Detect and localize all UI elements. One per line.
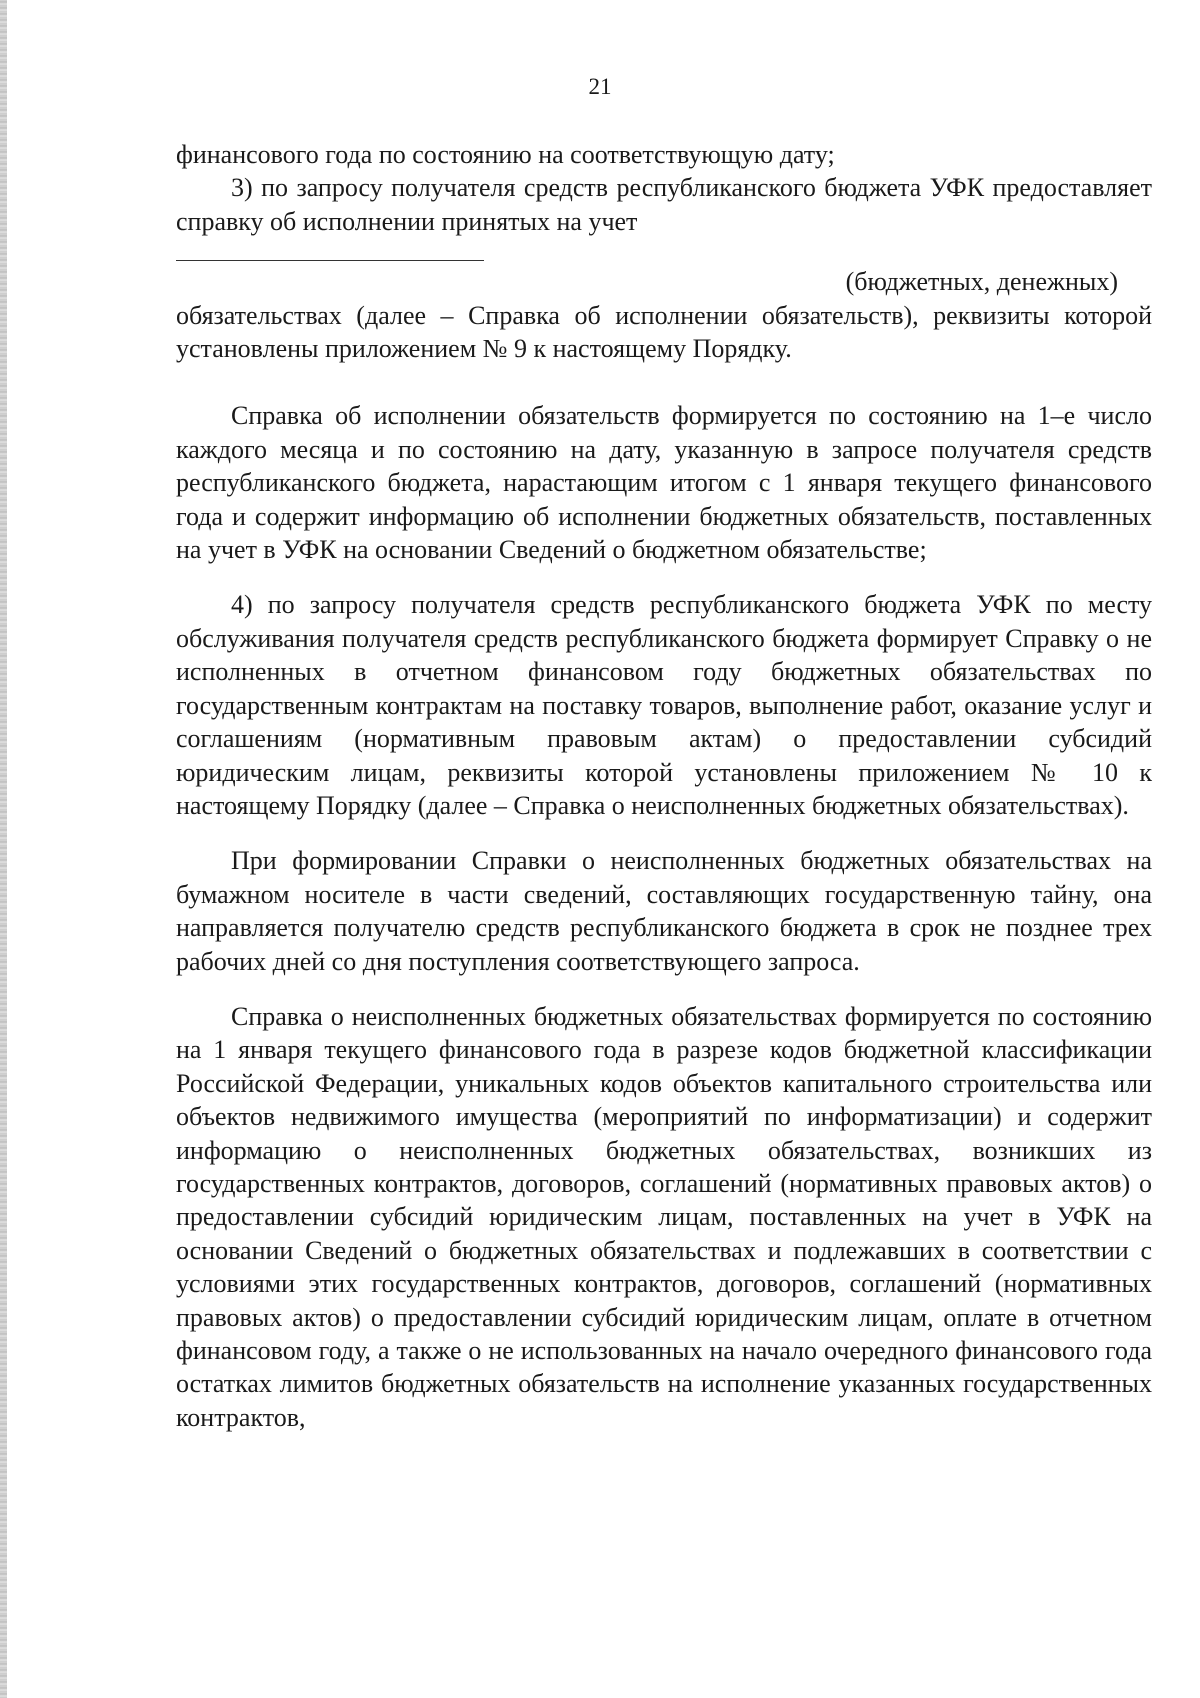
paragraph-item-3-continuation: обязательствах (далее – Справка об исполнении обязательств), реквизиты которой установлены приложением № 9 к настоящему Порядку. xyxy=(176,300,1152,364)
page-number: 21 xyxy=(588,74,612,99)
paragraph-spravka-ispolnenie: Справка об исполнении обязательств формируется по состоянию на 1–е число каждого месяца и по состоянию на дату, указанную в запросе получателя средств республиканского бюджета, нарастающим итогом с 1 января текущего финансового года и содержит информацию об исполнении бюджетных обязательств, поставленных на учет в УФК на основании Сведений о бюджетном обязательстве; xyxy=(176,401,1152,565)
paragraph-neispolnennye: Справка о неисполненных бюджетных обязательствах формируется по состоянию на 1 января текущего финансового года в разрезе кодов бюджетной классификации Российской Федерации, уникальных кодов объектов капитального строительства или объектов недвижимого имущества (мероприятий по информатизации) и содержит информацию о неисполненных бюджетных обязательствах, возникших из государственных контрактов, договоров, соглашений (нормативных правовых актов) о предоставлении субсидий юридическим лицам, поставленных на учет в УФК на основании Сведений о бюджетных обязательствах и подлежавших в соответствии с условиями этих государственных контрактов, договоров, соглашений (нормативных правовых актов) о предоставлении субсидий юридическим лицам, оплате в отчетном финансовом году, а также о не использованных на начало очередного финансового года остатках лимитов бюджетных обязательств на исполнение указанных государственных контрактов, xyxy=(176,1001,1152,1432)
paragraph-item-4: 4) по запросу получателя средств республиканского бюджета УФК по месту обслуживания получателя средств республиканского бюджета формирует Справку о не исполненных в отчетном финансовом году бюджетных обязательствах по государственным контрактам на поставку товаров, выполнение работ, оказание услуг и соглашениям (нормативным правовым актам) о предоставлении субсидий юридическим лицам, реквизиты которой установлены приложением № 10 к настоящему Порядку (далее – Справка о неисполненных бюджетных обязательствах). xyxy=(176,590,1152,820)
footnote-line xyxy=(176,260,484,261)
scan-edge xyxy=(0,0,7,1698)
paragraph-continuation: финансового года по состоянию на соответствующую дату; xyxy=(176,140,835,169)
paragraph-item-3: 3) по запросу получателя средств республиканского бюджета УФК предоставляет справку об исполнении принятых на учет xyxy=(176,173,1152,236)
footnote-reference: (бюджетных, денежных) xyxy=(845,267,1118,297)
paragraph-paper-medium: При формировании Справки о неисполненных бюджетных обязательствах на бумажном носителе в части сведений, составляющих государственную тайну, она направляется получателю средств республиканского бюджета в срок не позднее трех рабочих дней со дня поступления соответствующего запроса. xyxy=(176,846,1152,976)
document-body xyxy=(176,138,1152,1434)
